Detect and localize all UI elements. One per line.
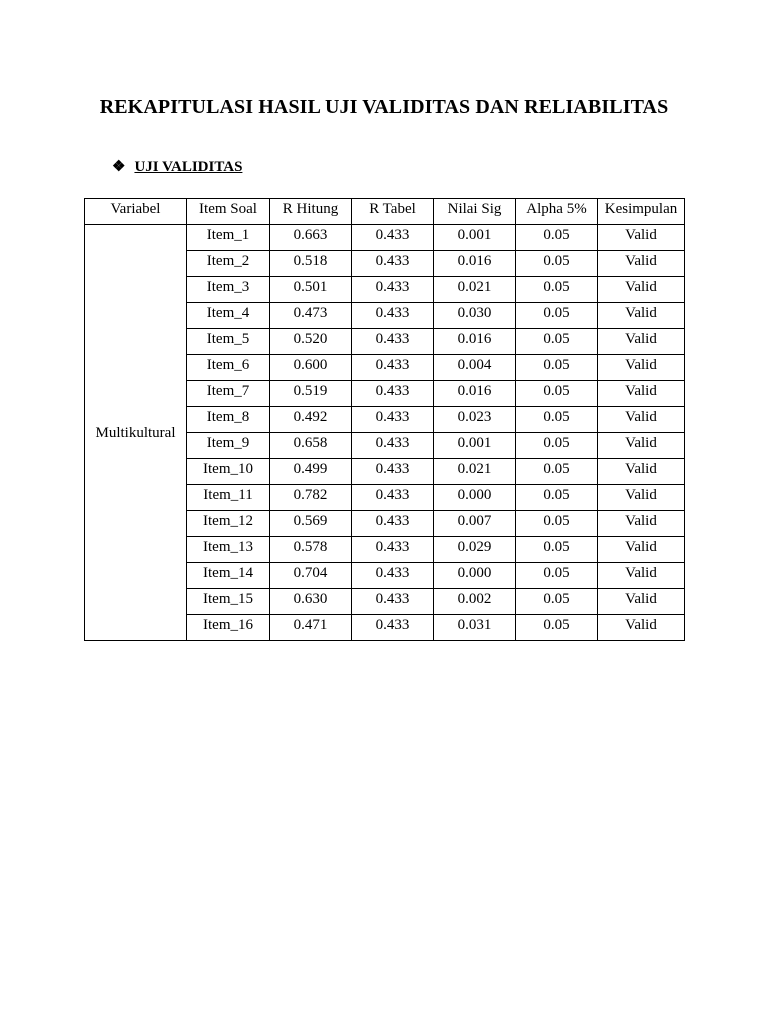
cell-r-tabel: 0.433 (352, 329, 434, 355)
cell-r-tabel: 0.433 (352, 615, 434, 641)
header-nilai-sig: Nilai Sig (434, 199, 516, 225)
cell-kesimpulan: Valid (598, 251, 685, 277)
table-row (85, 225, 685, 251)
cell-nilai-sig: 0.021 (434, 459, 516, 485)
cell-kesimpulan: Valid (598, 381, 685, 407)
section-heading-text: UJI VALIDITAS (134, 159, 243, 175)
cell-nilai-sig: 0.007 (434, 511, 516, 537)
cell-kesimpulan: Valid (598, 303, 685, 329)
cell-r-hitung: 0.492 (270, 407, 352, 433)
cell-r-hitung: 0.569 (270, 511, 352, 537)
document-title: REKAPITULASI HASIL UJI VALIDITAS DAN RELIABILITAS (99, 96, 669, 118)
cell-item-soal: Item_9 (187, 433, 270, 459)
cell-r-hitung: 0.520 (270, 329, 352, 355)
cell-kesimpulan: Valid (598, 511, 685, 537)
cell-nilai-sig: 0.031 (434, 615, 516, 641)
cell-r-tabel: 0.433 (352, 511, 434, 537)
cell-item-soal: Item_16 (187, 615, 270, 641)
cell-nilai-sig: 0.004 (434, 355, 516, 381)
cell-kesimpulan: Valid (598, 589, 685, 615)
header-r-hitung: R Hitung (270, 199, 352, 225)
cell-r-hitung: 0.630 (270, 589, 352, 615)
cell-item-soal: Item_15 (187, 589, 270, 615)
cell-nilai-sig: 0.021 (434, 277, 516, 303)
cell-kesimpulan: Valid (598, 485, 685, 511)
diamond-bullet-icon: ❖ (112, 159, 126, 175)
validity-table (84, 198, 685, 641)
variable-cell: Multikultural (85, 225, 187, 641)
cell-nilai-sig: 0.001 (434, 433, 516, 459)
cell-r-tabel: 0.433 (352, 381, 434, 407)
cell-item-soal: Item_3 (187, 277, 270, 303)
cell-kesimpulan: Valid (598, 563, 685, 589)
table-header-row (85, 199, 685, 225)
cell-alpha: 0.05 (516, 329, 598, 355)
cell-nilai-sig: 0.016 (434, 381, 516, 407)
cell-alpha: 0.05 (516, 459, 598, 485)
cell-r-tabel: 0.433 (352, 589, 434, 615)
cell-alpha: 0.05 (516, 511, 598, 537)
header-r-tabel: R Tabel (352, 199, 434, 225)
cell-item-soal: Item_1 (187, 225, 270, 251)
cell-alpha: 0.05 (516, 355, 598, 381)
cell-alpha: 0.05 (516, 537, 598, 563)
cell-item-soal: Item_11 (187, 485, 270, 511)
cell-r-tabel: 0.433 (352, 563, 434, 589)
cell-kesimpulan: Valid (598, 537, 685, 563)
cell-r-tabel: 0.433 (352, 459, 434, 485)
header-kesimpulan: Kesimpulan (598, 199, 685, 225)
cell-r-tabel: 0.433 (352, 407, 434, 433)
cell-r-tabel: 0.433 (352, 225, 434, 251)
cell-r-hitung: 0.658 (270, 433, 352, 459)
cell-r-hitung: 0.600 (270, 355, 352, 381)
cell-item-soal: Item_4 (187, 303, 270, 329)
cell-alpha: 0.05 (516, 251, 598, 277)
cell-alpha: 0.05 (516, 381, 598, 407)
cell-nilai-sig: 0.030 (434, 303, 516, 329)
cell-item-soal: Item_12 (187, 511, 270, 537)
cell-nilai-sig: 0.023 (434, 407, 516, 433)
cell-r-hitung: 0.518 (270, 251, 352, 277)
cell-nilai-sig: 0.000 (434, 485, 516, 511)
cell-nilai-sig: 0.001 (434, 225, 516, 251)
cell-r-tabel: 0.433 (352, 537, 434, 563)
cell-nilai-sig: 0.016 (434, 329, 516, 355)
cell-alpha: 0.05 (516, 303, 598, 329)
section-heading (112, 157, 242, 177)
cell-item-soal: Item_5 (187, 329, 270, 355)
cell-r-hitung: 0.663 (270, 225, 352, 251)
cell-alpha: 0.05 (516, 225, 598, 251)
cell-kesimpulan: Valid (598, 355, 685, 381)
cell-r-hitung: 0.501 (270, 277, 352, 303)
header-variabel: Variabel (85, 199, 187, 225)
cell-kesimpulan: Valid (598, 407, 685, 433)
cell-r-hitung: 0.473 (270, 303, 352, 329)
cell-nilai-sig: 0.000 (434, 563, 516, 589)
cell-item-soal: Item_14 (187, 563, 270, 589)
cell-item-soal: Item_6 (187, 355, 270, 381)
cell-r-tabel: 0.433 (352, 485, 434, 511)
cell-item-soal: Item_10 (187, 459, 270, 485)
cell-r-hitung: 0.578 (270, 537, 352, 563)
cell-nilai-sig: 0.016 (434, 251, 516, 277)
cell-kesimpulan: Valid (598, 615, 685, 641)
cell-r-tabel: 0.433 (352, 433, 434, 459)
cell-r-hitung: 0.519 (270, 381, 352, 407)
cell-alpha: 0.05 (516, 589, 598, 615)
cell-alpha: 0.05 (516, 433, 598, 459)
cell-kesimpulan: Valid (598, 433, 685, 459)
cell-item-soal: Item_2 (187, 251, 270, 277)
cell-kesimpulan: Valid (598, 329, 685, 355)
cell-item-soal: Item_13 (187, 537, 270, 563)
table-body (85, 225, 685, 641)
cell-item-soal: Item_7 (187, 381, 270, 407)
cell-r-hitung: 0.704 (270, 563, 352, 589)
cell-r-tabel: 0.433 (352, 303, 434, 329)
cell-r-hitung: 0.471 (270, 615, 352, 641)
cell-alpha: 0.05 (516, 277, 598, 303)
cell-r-tabel: 0.433 (352, 355, 434, 381)
cell-alpha: 0.05 (516, 615, 598, 641)
header-item-soal: Item Soal (187, 199, 270, 225)
cell-nilai-sig: 0.029 (434, 537, 516, 563)
cell-nilai-sig: 0.002 (434, 589, 516, 615)
cell-kesimpulan: Valid (598, 459, 685, 485)
cell-kesimpulan: Valid (598, 225, 685, 251)
cell-r-hitung: 0.499 (270, 459, 352, 485)
cell-alpha: 0.05 (516, 563, 598, 589)
cell-r-tabel: 0.433 (352, 277, 434, 303)
header-alpha: Alpha 5% (516, 199, 598, 225)
cell-alpha: 0.05 (516, 407, 598, 433)
cell-r-hitung: 0.782 (270, 485, 352, 511)
cell-r-tabel: 0.433 (352, 251, 434, 277)
cell-item-soal: Item_8 (187, 407, 270, 433)
cell-kesimpulan: Valid (598, 277, 685, 303)
cell-alpha: 0.05 (516, 485, 598, 511)
